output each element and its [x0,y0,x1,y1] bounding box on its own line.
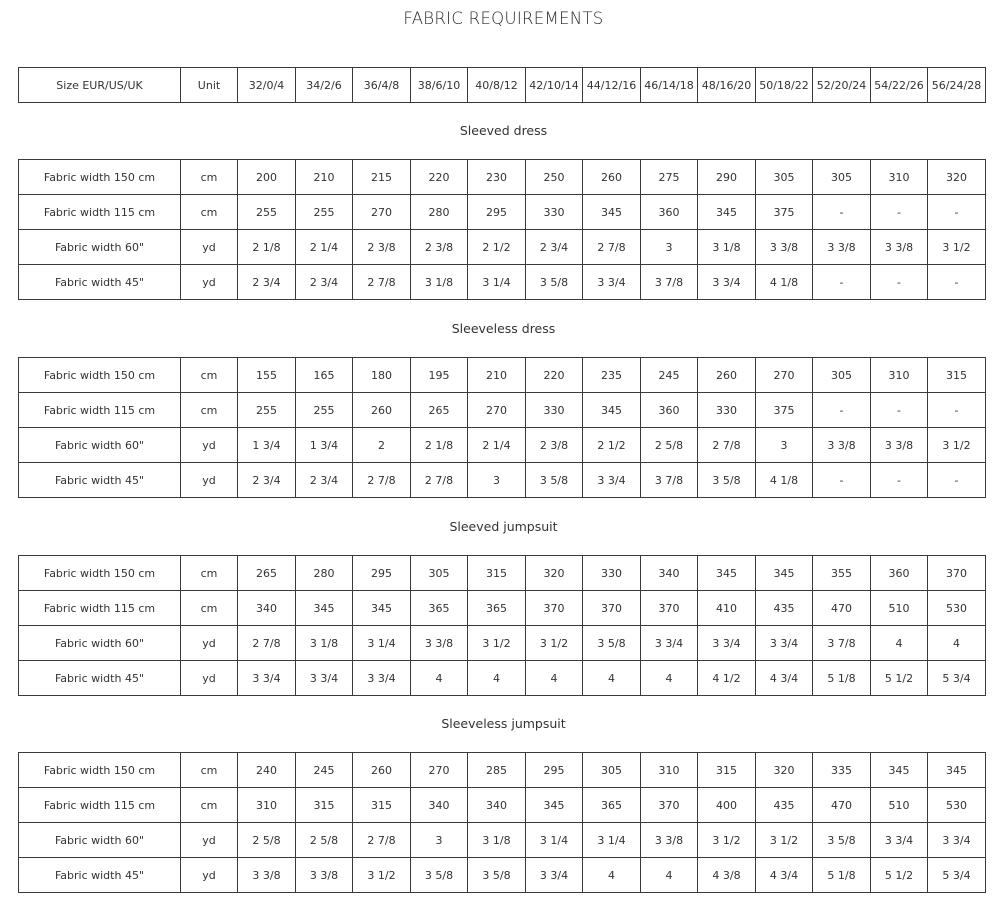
value-cell: 235 [583,358,641,393]
value-cell: 320 [526,556,583,591]
fabric-width-label: Fabric width 150 cm [19,160,181,195]
size-header-cell: 50/18/22 [756,68,813,103]
value-cell: 5 3/4 [928,858,986,893]
table-row [19,661,986,696]
value-cell: 4 [583,858,641,893]
value-cell: 510 [871,788,928,823]
value-cell: 4 [641,661,698,696]
value-cell: 315 [698,753,756,788]
value-cell: 4 [526,661,583,696]
fabric-width-label: Fabric width 60" [19,626,181,661]
table-row [19,393,986,428]
section-title: Sleeved dress [459,123,548,138]
value-cell: - [871,195,928,230]
value-cell: 2 3/4 [238,463,296,498]
value-cell: 315 [928,358,986,393]
value-cell: 3 5/8 [583,626,641,661]
value-cell: 365 [411,591,468,626]
value-cell: 3 3/4 [928,823,986,858]
table-row [19,591,986,626]
value-cell: 3 7/8 [641,265,698,300]
value-cell: 240 [238,753,296,788]
value-cell: 3 [468,463,526,498]
size-header-cell: 56/24/28 [928,68,986,103]
value-cell: 180 [353,358,411,393]
value-cell: 3 1/8 [698,230,756,265]
table-row [19,195,986,230]
value-cell: 250 [526,160,583,195]
value-cell: 3 1/2 [526,626,583,661]
value-cell: - [813,265,871,300]
value-cell: 2 7/8 [583,230,641,265]
value-cell: 260 [698,358,756,393]
unit-cell: yd [181,230,238,265]
value-cell: 220 [526,358,583,393]
value-cell: 345 [698,195,756,230]
value-cell: 345 [756,556,813,591]
value-cell: 3 7/8 [641,463,698,498]
value-cell: 510 [871,591,928,626]
value-cell: 5 1/8 [813,661,871,696]
value-cell: 435 [756,788,813,823]
table-row [19,753,986,788]
size-header-cell: 54/22/26 [871,68,928,103]
unit-cell: cm [181,358,238,393]
value-cell: 295 [468,195,526,230]
value-cell: 310 [641,753,698,788]
value-cell: 260 [583,160,641,195]
value-cell: 210 [468,358,526,393]
value-cell: 340 [641,556,698,591]
value-cell: 2 7/8 [698,428,756,463]
value-cell: 210 [296,160,353,195]
section-title: Sleeveless dress [451,321,556,336]
value-cell: 2 1/2 [583,428,641,463]
value-cell: 3 5/8 [526,463,583,498]
table-row [19,358,986,393]
value-cell: 345 [583,393,641,428]
value-cell: - [871,265,928,300]
value-cell: 305 [813,358,871,393]
value-cell: 3 1/2 [928,230,986,265]
value-cell: 2 7/8 [353,823,411,858]
value-cell: 3 3/8 [238,858,296,893]
value-cell: 2 3/4 [526,230,583,265]
value-cell: 2 1/8 [238,230,296,265]
value-cell: 2 1/4 [468,428,526,463]
fabric-width-label: Fabric width 150 cm [19,556,181,591]
value-cell: 2 1/2 [468,230,526,265]
unit-cell: cm [181,788,238,823]
value-cell: 4 [641,858,698,893]
value-cell: - [813,195,871,230]
value-cell: 2 1/4 [296,230,353,265]
fabric-width-label: Fabric width 60" [19,823,181,858]
fabric-width-label: Fabric width 150 cm [19,358,181,393]
value-cell: 345 [296,591,353,626]
value-cell: 470 [813,591,871,626]
value-cell: 3 3/4 [871,823,928,858]
unit-cell: cm [181,753,238,788]
value-cell: - [871,463,928,498]
unit-cell: cm [181,160,238,195]
size-header-cell: 52/20/24 [813,68,871,103]
value-cell: 370 [526,591,583,626]
value-cell: 4 1/8 [756,265,813,300]
table-row [19,858,986,893]
value-cell: 220 [411,160,468,195]
unit-cell: yd [181,661,238,696]
value-cell: 245 [641,358,698,393]
fabric-width-label: Fabric width 115 cm [19,591,181,626]
value-cell: 3 5/8 [468,858,526,893]
value-cell: 330 [526,195,583,230]
section-title: Sleeveless jumpsuit [441,716,566,731]
value-cell: 4 [411,661,468,696]
value-cell: 410 [698,591,756,626]
size-header-cell: 38/6/10 [411,68,468,103]
value-cell: 275 [641,160,698,195]
value-cell: 2 5/8 [641,428,698,463]
size-header-cell: 40/8/12 [468,68,526,103]
value-cell: 3 3/4 [641,626,698,661]
table-row [19,556,986,591]
value-cell: 360 [641,393,698,428]
value-cell: 4 1/8 [756,463,813,498]
value-cell: 270 [756,358,813,393]
value-cell: 305 [583,753,641,788]
table-row [19,788,986,823]
fabric-table [18,555,986,696]
value-cell: 3 [641,230,698,265]
fabric-width-label: Fabric width 45" [19,463,181,498]
value-cell: 4 3/4 [756,858,813,893]
value-cell: 280 [296,556,353,591]
value-cell: 370 [928,556,986,591]
value-cell: 3 1/2 [756,823,813,858]
size-header-cell: 44/12/16 [583,68,641,103]
value-cell: 2 3/4 [238,265,296,300]
value-cell: 400 [698,788,756,823]
unit-cell: cm [181,591,238,626]
value-cell: 3 3/4 [583,463,641,498]
fabric-width-label: Fabric width 150 cm [19,753,181,788]
value-cell: 4 3/8 [698,858,756,893]
value-cell: 2 3/8 [411,230,468,265]
unit-cell: yd [181,428,238,463]
value-cell: 305 [813,160,871,195]
value-cell: 3 1/8 [468,823,526,858]
value-cell: 2 3/8 [526,428,583,463]
value-cell: 3 3/8 [871,428,928,463]
value-cell: 340 [411,788,468,823]
unit-cell: yd [181,265,238,300]
value-cell: 2 3/4 [296,265,353,300]
value-cell: - [871,393,928,428]
value-cell: 3 3/4 [296,661,353,696]
unit-cell: yd [181,823,238,858]
value-cell: 2 7/8 [353,265,411,300]
value-cell: - [928,393,986,428]
value-cell: 330 [526,393,583,428]
value-cell: 330 [698,393,756,428]
unit-cell: yd [181,463,238,498]
value-cell: - [928,463,986,498]
value-cell: 3 5/8 [411,858,468,893]
fabric-table [18,752,986,893]
value-cell: 315 [353,788,411,823]
unit-cell: cm [181,556,238,591]
unit-cell: cm [181,393,238,428]
value-cell: 155 [238,358,296,393]
size-header-cell: 48/16/20 [698,68,756,103]
value-cell: 345 [698,556,756,591]
value-cell: 3 5/8 [698,463,756,498]
value-cell: 255 [296,393,353,428]
value-cell: 3 [411,823,468,858]
value-cell: 3 3/4 [526,858,583,893]
value-cell: 260 [353,753,411,788]
fabric-width-label: Fabric width 45" [19,265,181,300]
value-cell: 215 [353,160,411,195]
value-cell: 5 1/8 [813,858,871,893]
value-cell: 2 3/4 [296,463,353,498]
value-cell: 435 [756,591,813,626]
unit-cell: cm [181,195,238,230]
value-cell: 340 [238,591,296,626]
table-row [19,160,986,195]
value-cell: 340 [468,788,526,823]
value-cell: 265 [411,393,468,428]
value-cell: 365 [583,788,641,823]
value-cell: 4 [583,661,641,696]
value-cell: 260 [353,393,411,428]
value-cell: 4 [928,626,986,661]
value-cell: 3 3/8 [756,230,813,265]
value-cell: 3 1/4 [353,626,411,661]
value-cell: 2 7/8 [238,626,296,661]
table-row [19,265,986,300]
value-cell: 345 [871,753,928,788]
value-cell: - [928,265,986,300]
value-cell: 2 7/8 [411,463,468,498]
value-cell: 365 [468,591,526,626]
size-header-table [18,67,986,103]
value-cell: 2 7/8 [353,463,411,498]
size-header-cell: 32/0/4 [238,68,296,103]
value-cell: 3 3/4 [353,661,411,696]
value-cell: 2 5/8 [296,823,353,858]
value-cell: 5 1/2 [871,858,928,893]
value-cell: 3 1/2 [468,626,526,661]
value-cell: 290 [698,160,756,195]
size-header-cell: 42/10/14 [526,68,583,103]
value-cell: 3 1/2 [928,428,986,463]
value-cell: 3 3/8 [871,230,928,265]
value-cell: 530 [928,788,986,823]
value-cell: 295 [526,753,583,788]
value-cell: 315 [296,788,353,823]
value-cell: 255 [238,393,296,428]
table-row [19,823,986,858]
value-cell: 345 [353,591,411,626]
value-cell: 345 [583,195,641,230]
value-cell: 3 1/2 [353,858,411,893]
value-cell: 4 [468,661,526,696]
value-cell: 245 [296,753,353,788]
value-cell: 270 [468,393,526,428]
value-cell: - [928,195,986,230]
page-title: FABRIC REQUIREMENTS [403,9,604,28]
size-label-cell: Size EUR/US/UK [19,68,181,103]
value-cell: - [813,393,871,428]
value-cell: 270 [353,195,411,230]
value-cell: 3 3/8 [296,858,353,893]
value-cell: 330 [583,556,641,591]
value-cell: - [813,463,871,498]
value-cell: 2 5/8 [238,823,296,858]
value-cell: 295 [353,556,411,591]
value-cell: 3 3/8 [411,626,468,661]
fabric-width-label: Fabric width 115 cm [19,393,181,428]
value-cell: 3 1/4 [583,823,641,858]
fabric-width-label: Fabric width 45" [19,858,181,893]
value-cell: 255 [238,195,296,230]
value-cell: 4 1/2 [698,661,756,696]
value-cell: 3 3/4 [698,626,756,661]
unit-cell: yd [181,858,238,893]
value-cell: 285 [468,753,526,788]
value-cell: 200 [238,160,296,195]
value-cell: 335 [813,753,871,788]
value-cell: 5 1/2 [871,661,928,696]
size-header-cell: 36/4/8 [353,68,411,103]
value-cell: 305 [756,160,813,195]
value-cell: 345 [928,753,986,788]
value-cell: 3 5/8 [526,265,583,300]
unit-header-cell: Unit [181,68,238,103]
value-cell: 320 [756,753,813,788]
value-cell: 310 [238,788,296,823]
table-row [19,626,986,661]
value-cell: 3 1/4 [526,823,583,858]
value-cell: 370 [583,591,641,626]
value-cell: 2 [353,428,411,463]
value-cell: 5 3/4 [928,661,986,696]
value-cell: 2 3/8 [353,230,411,265]
fabric-width-label: Fabric width 45" [19,661,181,696]
value-cell: 255 [296,195,353,230]
value-cell: 1 3/4 [238,428,296,463]
value-cell: 3 3/4 [583,265,641,300]
value-cell: 370 [641,591,698,626]
value-cell: 370 [641,788,698,823]
size-header-cell: 46/14/18 [641,68,698,103]
value-cell: 195 [411,358,468,393]
value-cell: 310 [871,160,928,195]
value-cell: 375 [756,393,813,428]
value-cell: 3 5/8 [813,823,871,858]
value-cell: 3 1/8 [411,265,468,300]
value-cell: 470 [813,788,871,823]
value-cell: 280 [411,195,468,230]
value-cell: 3 1/4 [468,265,526,300]
value-cell: 265 [238,556,296,591]
value-cell: 3 [756,428,813,463]
value-cell: 530 [928,591,986,626]
value-cell: 4 [871,626,928,661]
value-cell: 3 3/4 [238,661,296,696]
unit-cell: yd [181,626,238,661]
value-cell: 3 3/8 [813,428,871,463]
section-title: Sleeved jumpsuit [449,519,558,534]
value-cell: 3 3/4 [756,626,813,661]
value-cell: 3 1/2 [698,823,756,858]
value-cell: 320 [928,160,986,195]
value-cell: 375 [756,195,813,230]
table-row [19,463,986,498]
table-row [19,428,986,463]
value-cell: 305 [411,556,468,591]
value-cell: 345 [526,788,583,823]
value-cell: 2 1/8 [411,428,468,463]
value-cell: 4 3/4 [756,661,813,696]
size-header-cell: 34/2/6 [296,68,353,103]
value-cell: 360 [871,556,928,591]
value-cell: 270 [411,753,468,788]
fabric-table [18,357,986,498]
value-cell: 315 [468,556,526,591]
value-cell: 3 3/8 [813,230,871,265]
value-cell: 165 [296,358,353,393]
fabric-width-label: Fabric width 60" [19,230,181,265]
value-cell: 3 1/8 [296,626,353,661]
value-cell: 360 [641,195,698,230]
value-cell: 3 3/8 [641,823,698,858]
fabric-width-label: Fabric width 60" [19,428,181,463]
fabric-width-label: Fabric width 115 cm [19,788,181,823]
header-row [19,68,986,103]
value-cell: 310 [871,358,928,393]
value-cell: 3 7/8 [813,626,871,661]
value-cell: 355 [813,556,871,591]
value-cell: 3 3/4 [698,265,756,300]
table-row [19,230,986,265]
value-cell: 1 3/4 [296,428,353,463]
fabric-table [18,159,986,300]
fabric-width-label: Fabric width 115 cm [19,195,181,230]
value-cell: 230 [468,160,526,195]
